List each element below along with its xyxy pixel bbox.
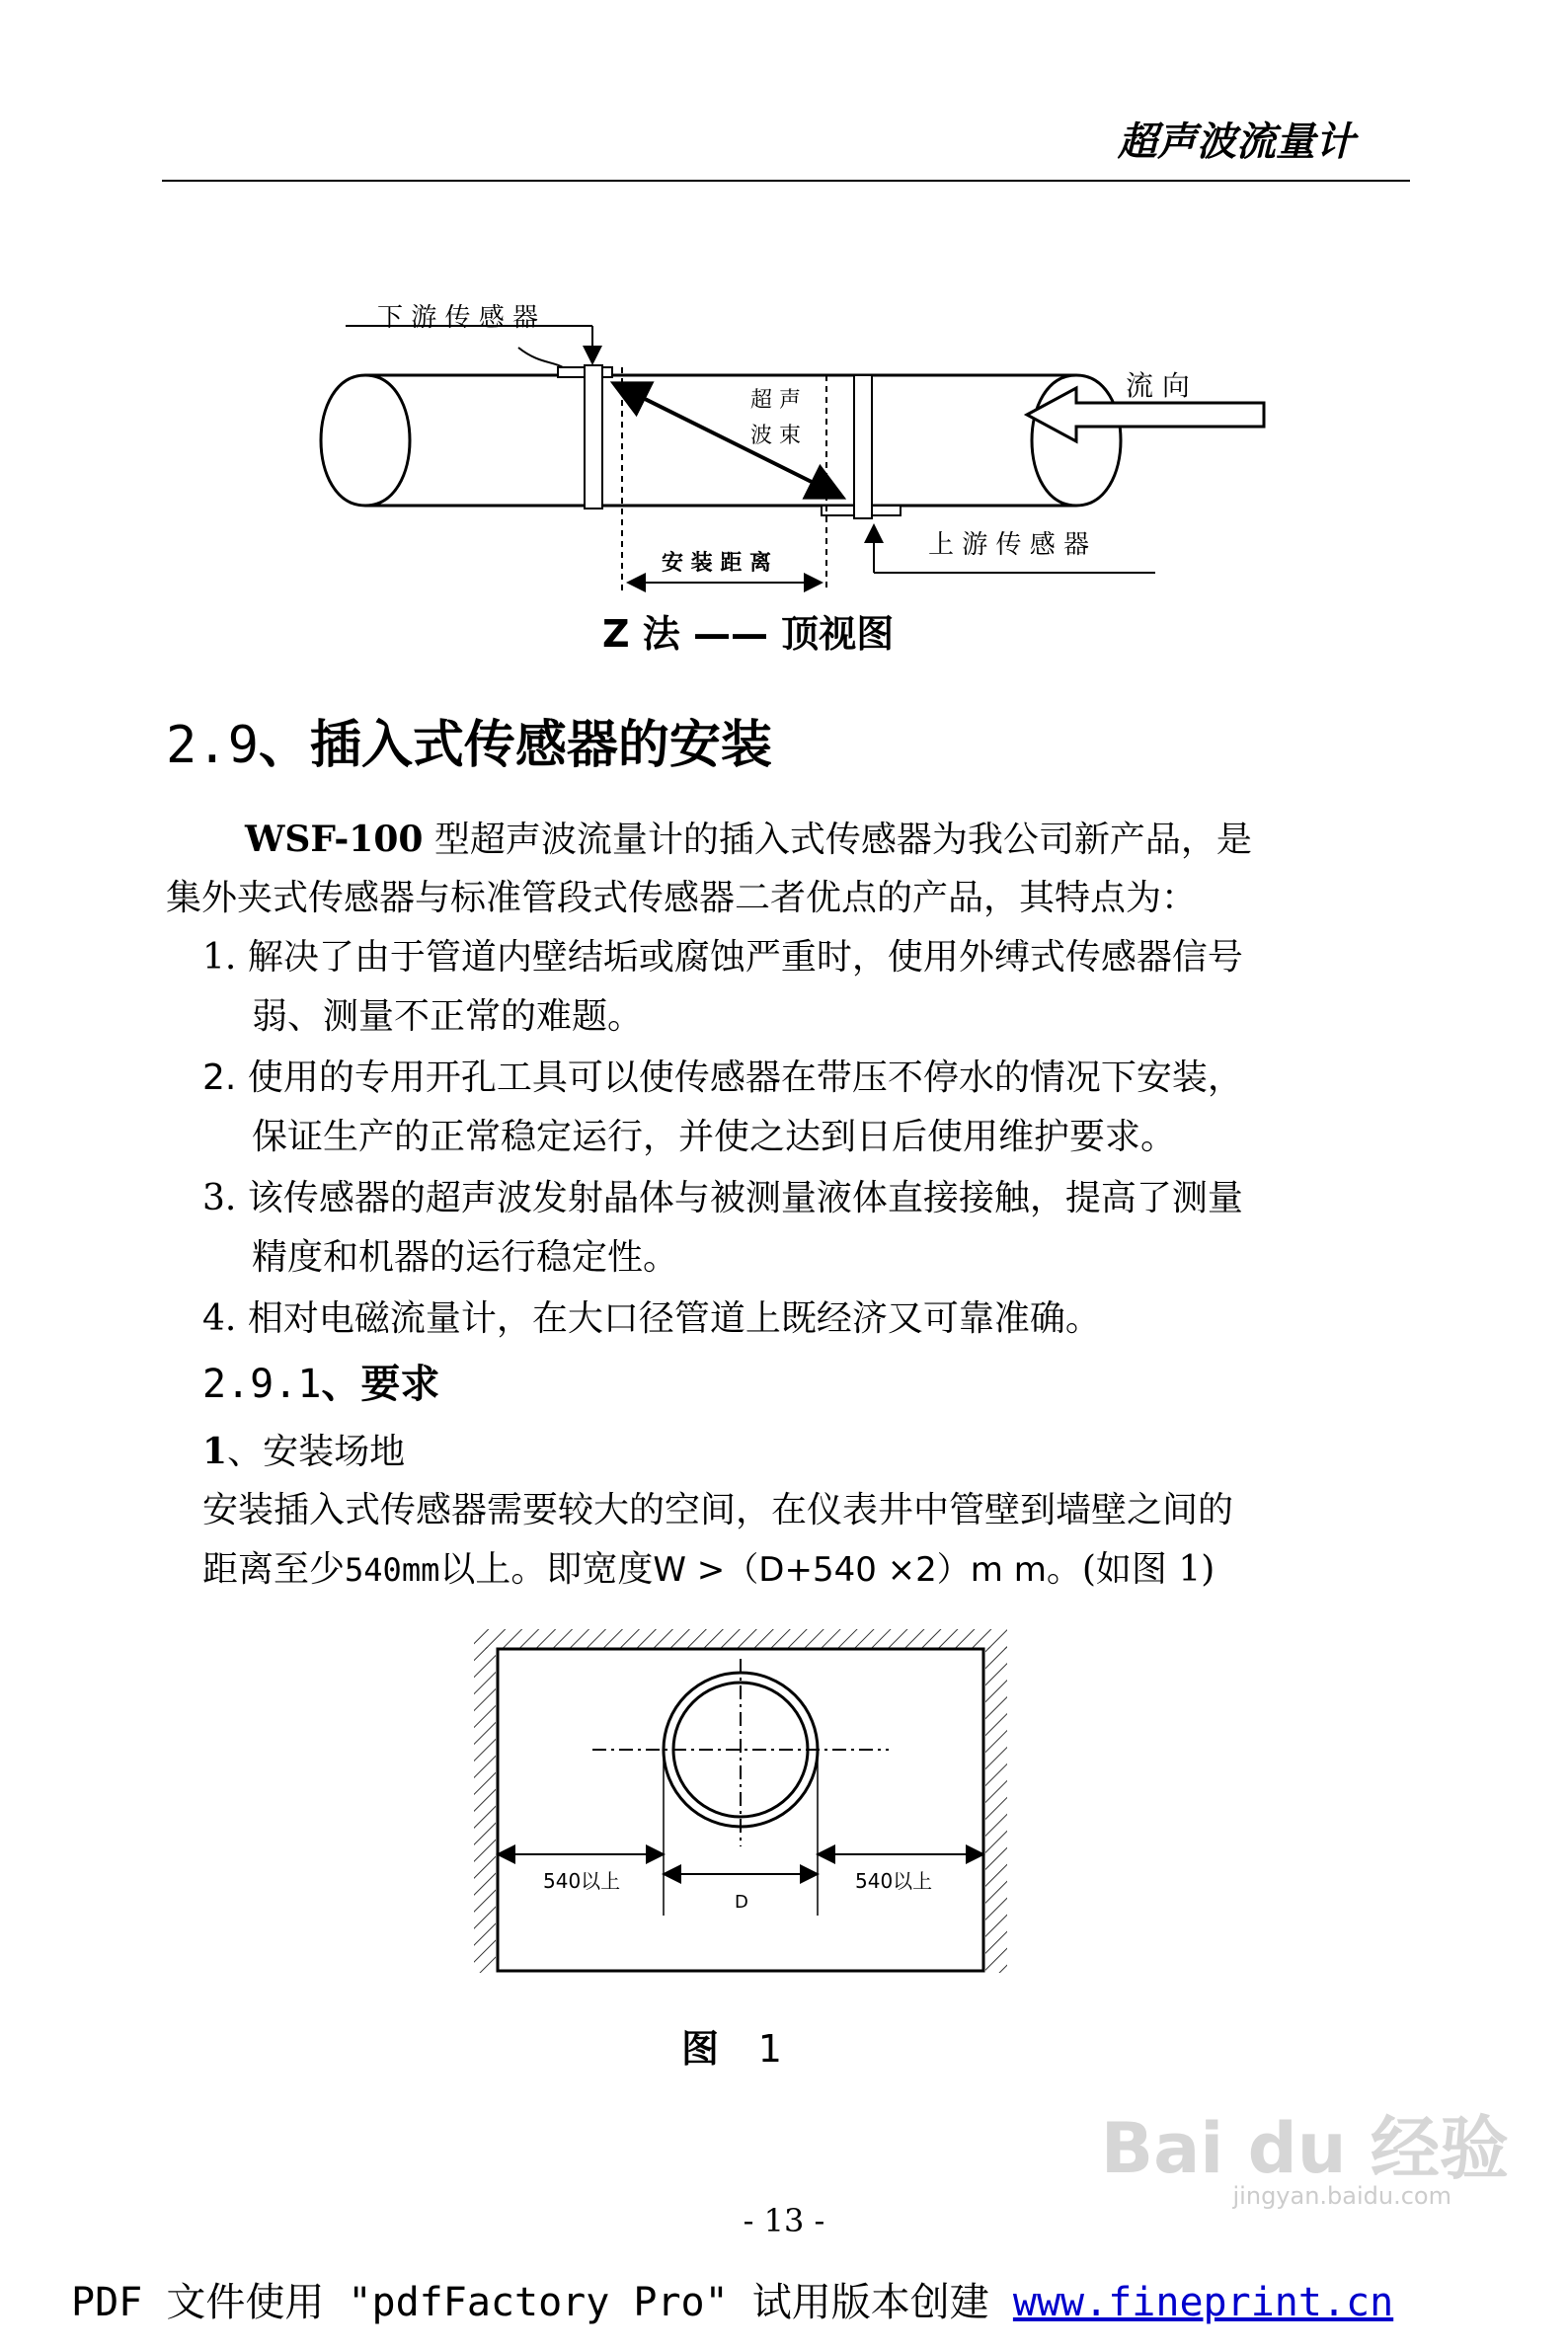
upstream-sensor-label: 上 游 传 感 器 (928, 530, 1090, 560)
header-title: 超声波流量计 (1118, 119, 1355, 165)
baidu-watermark: Bai du 经验 (1100, 2108, 1509, 2189)
subsection-number: 2.9.1 (202, 1362, 322, 1407)
footer-link[interactable]: www.fineprint.cn (1012, 2280, 1394, 2325)
footer-text: PDF 文件使用 "pdfFactory Pro" 试用版本创建 (71, 2280, 1013, 2325)
install-distance-label: 安 装 距 离 (662, 551, 771, 576)
list-item: 3. 该传感器的超声波发射晶体与被测量液体直接接触，提高了测量 (202, 1178, 1243, 1218)
pdf-footer (71, 2271, 1393, 2327)
list-item-number: 3. (202, 1178, 237, 1218)
list-item-number: 1. (202, 937, 237, 978)
figure1-caption: 图 1 (681, 2027, 782, 2071)
upstream-sensor (822, 375, 901, 592)
intro-line2: 集外夹式传感器与标准管段式传感器二者优点的产品，其特点为： (166, 878, 1198, 918)
left-clearance-label: 540以上 (543, 1869, 621, 1893)
z-diagram-caption: Z 法 —— 顶视图 (602, 612, 895, 656)
list-item-continuation: 精度和机器的运行稳定性。 (252, 1237, 679, 1278)
list-item: 2. 使用的专用开孔工具可以使传感器在带压不停水的情况下安装， (202, 1058, 1243, 1098)
requirement-heading: 1、安装场地 (202, 1431, 406, 1472)
list-item-continuation: 弱、测量不正常的难题。 (252, 996, 644, 1037)
flow-direction-label: 流 向 (1126, 369, 1190, 402)
header-rule (162, 180, 1410, 182)
requirement-line2: 距离至少540mm以上。即宽度W >（D+540 ×2）m m。(如图 1) (202, 1549, 1215, 1590)
beam-label-line1: 超 声 (750, 388, 801, 413)
list-item: 1. 解决了由于管道内壁结垢或腐蚀严重时，使用外缚式传感器信号 (202, 937, 1243, 978)
list-item: 4. 相对电磁流量计，在大口径管道上既经济又可靠准确。 (202, 1298, 1101, 1339)
section-number: 2.9 (166, 716, 259, 775)
section-heading (166, 703, 772, 777)
pipe (321, 375, 1121, 506)
model-name: WSF-100 (245, 819, 424, 860)
subsection-title: 、要求 (321, 1362, 440, 1407)
intro-line1 (245, 810, 1252, 870)
downstream-sensor (558, 365, 622, 592)
diameter-label: D (735, 1892, 748, 1913)
section-title: 、插入式传感器的安装 (258, 716, 772, 775)
page-number: - 13 - (743, 2202, 825, 2239)
pipe-left-end (321, 375, 410, 506)
list-item-number: 4. (202, 1298, 237, 1339)
intro-line1-text: 型超声波流量计的插入式传感器为我公司新产品，是 (423, 820, 1252, 860)
list-item-number: 2. (202, 1058, 237, 1098)
figure1-diagram (464, 1619, 1017, 1995)
subsection-heading (202, 1355, 439, 1414)
z-method-diagram (316, 286, 1284, 671)
list-item-continuation: 保证生产的正常稳定运行，并使之达到日后使用维护要求。 (252, 1117, 1177, 1157)
beam-label-line2: 波 束 (750, 424, 801, 448)
requirement-line1: 安装插入式传感器需要较大的空间，在仪表井中管壁到墙壁之间的 (202, 1490, 1234, 1530)
right-clearance-label: 540以上 (855, 1869, 933, 1893)
ultrasonic-beam-arrow (617, 385, 839, 496)
baidu-watermark-url: jingyan.baidu.com (1232, 2182, 1451, 2210)
downstream-sensor-label: 下 游 传 感 器 (377, 303, 539, 333)
